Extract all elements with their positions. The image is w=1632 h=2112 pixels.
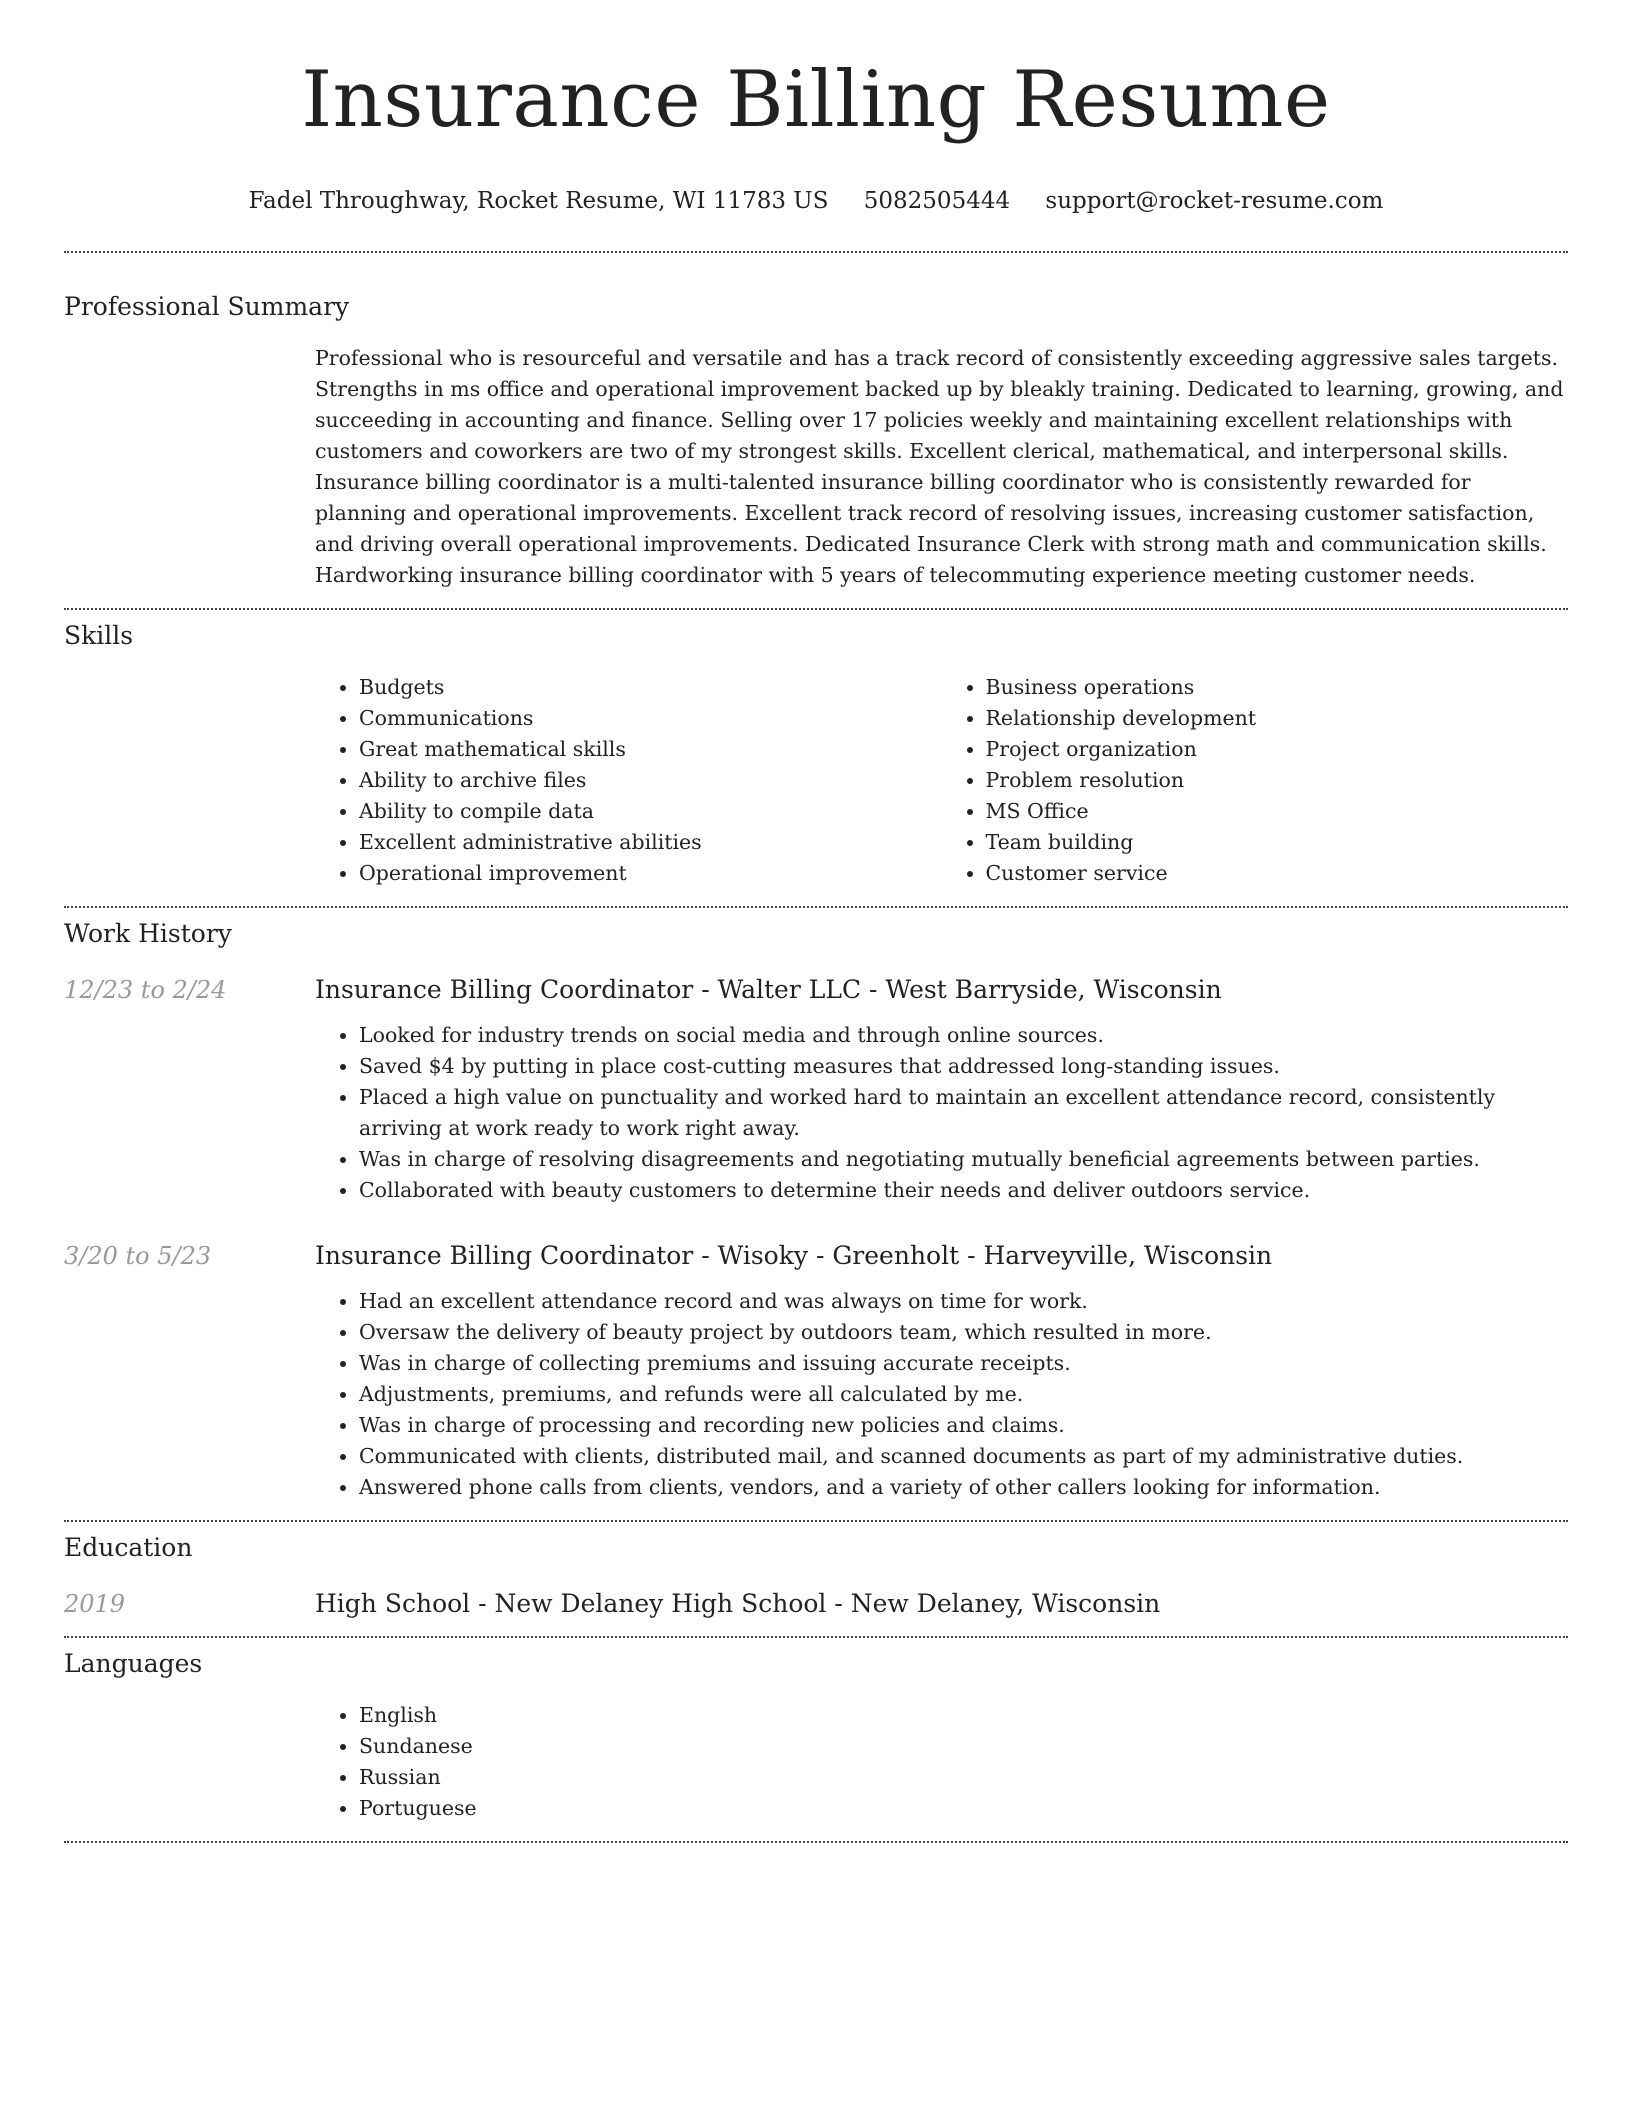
- job-bullet: • Oversaw the delivery of beauty project by outdoors team, which resulted in more.: [359, 1317, 1568, 1348]
- resume-title: Insurance Billing Resume: [301, 55, 1331, 145]
- job-bullet: • Placed a high value on punctuality and worked hard to maintain an excellent attendance record, consistently arriving at work ready to work right away.: [359, 1082, 1568, 1144]
- job-entry: [64, 1240, 1568, 1272]
- job-bullet-list: [315, 1286, 1568, 1503]
- job-entry: [64, 974, 1568, 1006]
- skill-item: • Communications: [359, 703, 942, 734]
- summary-body: [315, 343, 1568, 591]
- job-bullets: [315, 1020, 1568, 1206]
- job-bullet: • Saved $4 by putting in place cost-cutting measures that addressed long-standing issues.: [359, 1051, 1568, 1082]
- skill-item: • Great mathematical skills: [359, 734, 942, 765]
- section-heading-work: Work History: [64, 919, 232, 948]
- skills-list: [315, 672, 1568, 889]
- job-bullet: • Had an excellent attendance record and was always on time for work.: [359, 1286, 1568, 1317]
- skill-item: • Operational improvement: [359, 858, 942, 889]
- skill-item: • Budgets: [359, 672, 942, 703]
- education-title: High School - New Delaney High School - New Delaney, Wisconsin: [315, 1589, 1161, 1618]
- contact-email: support@rocket-resume.com: [1045, 188, 1384, 214]
- summary-text: Professional who is resourceful and versatile and has a track record of consistently exceeding aggressive sales targets. Strengths in ms office and operational improvement backed up by bleakly training. Dedicated to learning, growing, and succeeding in accounting and finance. Selling over 17 policies weekly and maintaining excellent relationships with customers and coworkers are two of my strongest skills. Excellent clerical, mathematical, and interpersonal skills. Insurance billing coordinator is a multi-talented insurance billing coordinator who is consistently rewarded for planning and operational improvements. Excellent track record of resolving issues, increasing customer satisfaction, and driving overall operational improvements. Dedicated Insurance Clerk with strong math and communication skills. Hardworking insurance billing coordinator with 5 years of telecommuting experience meeting customer needs.: [315, 346, 1564, 587]
- job-bullet: • Communicated with clients, distributed mail, and scanned documents as part of my administrative duties.: [359, 1441, 1568, 1472]
- skill-item: • Ability to archive files: [359, 765, 942, 796]
- skill-item: • Customer service: [986, 858, 1569, 889]
- language-item: • Portuguese: [359, 1793, 1568, 1824]
- skill-item: • Excellent administrative abilities: [359, 827, 942, 858]
- job-bullet: • Collaborated with beauty customers to determine their needs and deliver outdoors service.: [359, 1175, 1568, 1206]
- section-heading-skills: Skills: [64, 621, 134, 650]
- skill-item: • Business operations: [986, 672, 1569, 703]
- resume-page: [64, 0, 1568, 1843]
- job-bullet: • Adjustments, premiums, and refunds were all calculated by me.: [359, 1379, 1568, 1410]
- language-item: • English: [359, 1700, 1568, 1731]
- job-title: Insurance Billing Coordinator - Walter LLC - West Barryside, Wisconsin: [315, 975, 1222, 1004]
- skills-column-right: [942, 672, 1569, 889]
- education-year: 2019: [64, 1590, 126, 1618]
- skill-item: • Project organization: [986, 734, 1569, 765]
- contact-phone: 5082505444: [863, 188, 1011, 214]
- job-bullets: [315, 1286, 1568, 1503]
- language-item: • Sundanese: [359, 1731, 1568, 1762]
- skill-item: • Relationship development: [986, 703, 1569, 734]
- job-dates: 12/23 to 2/24: [64, 976, 227, 1004]
- job-title: Insurance Billing Coordinator - Wisoky - Greenholt - Harveyville, Wisconsin: [315, 1241, 1273, 1270]
- divider: [64, 608, 1568, 610]
- divider: [64, 1841, 1568, 1843]
- job-bullet: • Was in charge of processing and recording new policies and claims.: [359, 1410, 1568, 1441]
- job-bullet: • Looked for industry trends on social media and through online sources.: [359, 1020, 1568, 1051]
- divider: [64, 1520, 1568, 1522]
- contact-line: [64, 186, 1568, 216]
- skill-item: • Team building: [986, 827, 1569, 858]
- language-bullet-list: [315, 1700, 1568, 1824]
- section-heading-education: Education: [64, 1533, 193, 1562]
- skill-item: • Ability to compile data: [359, 796, 942, 827]
- job-dates: 3/20 to 5/23: [64, 1242, 212, 1270]
- divider: [64, 906, 1568, 908]
- languages-list: [315, 1700, 1568, 1824]
- job-bullet: • Answered phone calls from clients, vendors, and a variety of other callers looking for information.: [359, 1472, 1568, 1503]
- skill-item: • MS Office: [986, 796, 1569, 827]
- job-bullet: • Was in charge of collecting premiums and issuing accurate receipts.: [359, 1348, 1568, 1379]
- contact-address: Fadel Throughway, Rocket Resume, WI 11783 US: [248, 188, 829, 214]
- divider: [64, 1636, 1568, 1638]
- job-bullet: • Was in charge of resolving disagreements and negotiating mutually beneficial agreements between parties.: [359, 1144, 1568, 1175]
- job-bullet-list: [315, 1020, 1568, 1206]
- section-heading-languages: Languages: [64, 1649, 203, 1678]
- language-item: • Russian: [359, 1762, 1568, 1793]
- divider: [64, 251, 1568, 253]
- section-heading-summary: Professional Summary: [64, 292, 350, 321]
- skill-item: • Problem resolution: [986, 765, 1569, 796]
- skills-column-left: [315, 672, 942, 889]
- education-entry: [64, 1588, 1568, 1620]
